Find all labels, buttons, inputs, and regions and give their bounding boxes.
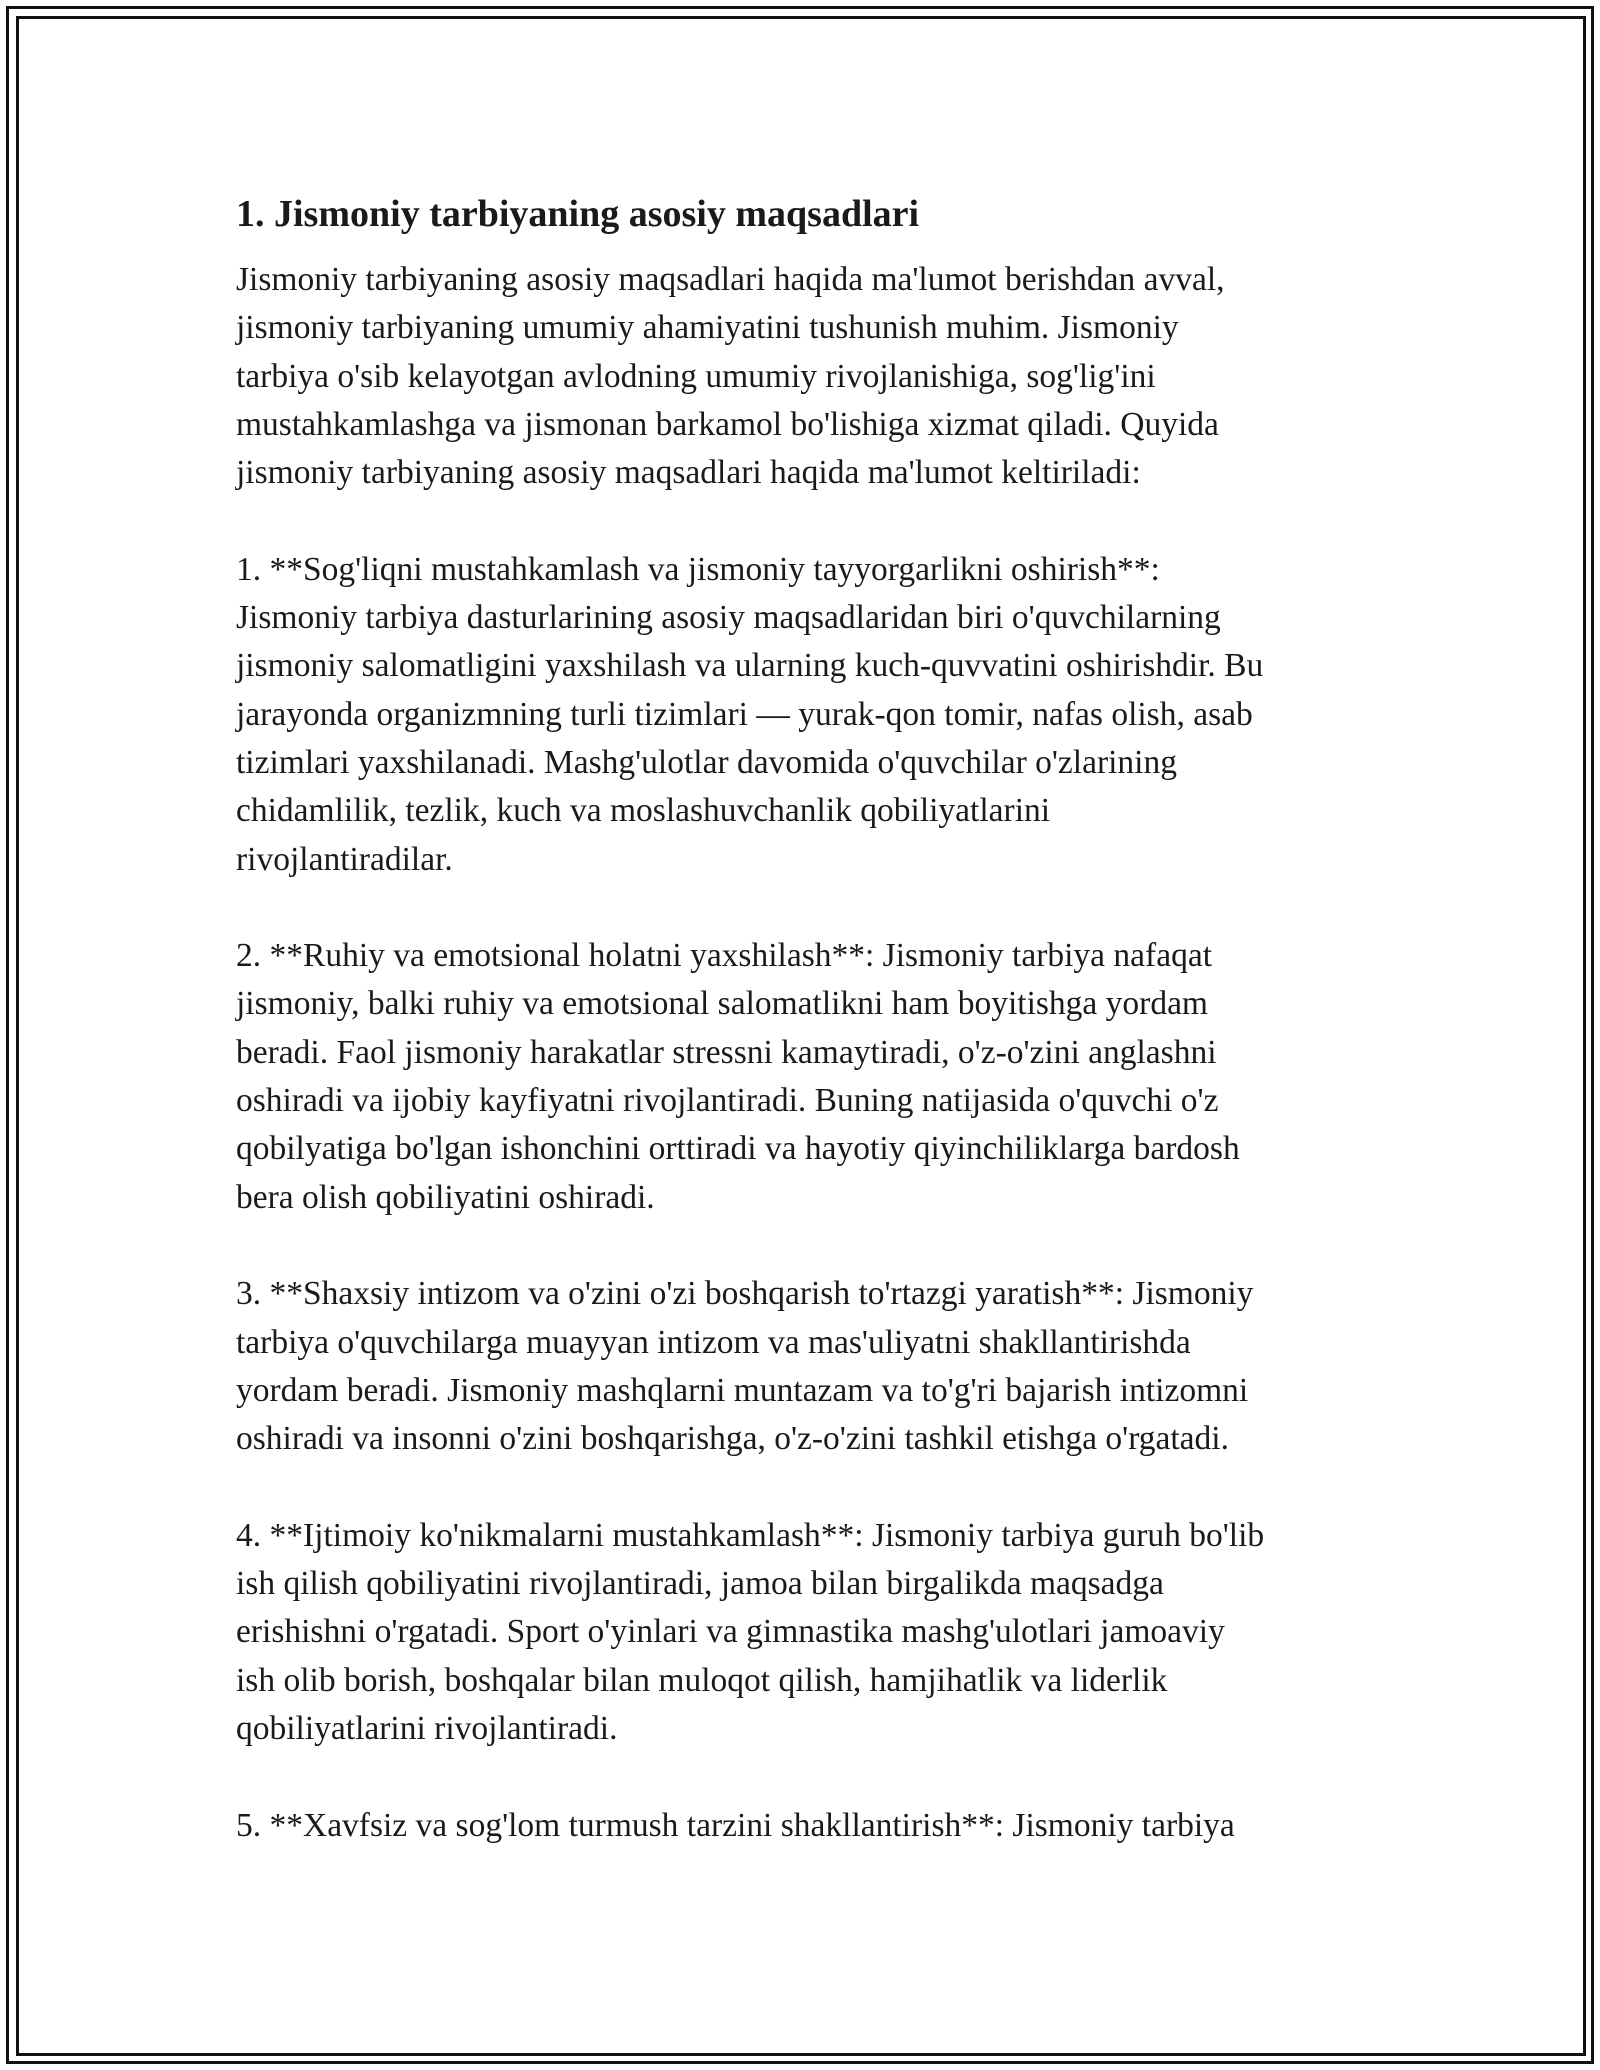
text-line: oshiradi va ijobiy kayfiyatni rivojlantiradi. Buning natijasida o'quvchi o'z xyxy=(236,1082,1219,1120)
text-line: yordam beradi. Jismoniy mashqlarni muntazam va to'g'ri bajarish intizomni xyxy=(236,1371,1249,1409)
text-line: mustahkamlashga va jismonan barkamol bo'lishiga xizmat qiladi. Quyida xyxy=(236,405,1219,443)
text-line: 2. **Ruhiy va emotsional holatni yaxshilash**: Jismoniy tarbiya nafaqat xyxy=(236,937,1212,975)
list-item-social xyxy=(236,1512,1386,1753)
text-line: tarbiya o'sib kelayotgan avlodning umumiy rivojlanishiga, sog'lig'ini xyxy=(236,357,1156,395)
text-line: tizimlari yaxshilanadi. Mashg'ulotlar davomida o'quvchilar o'zlarining xyxy=(236,743,1177,781)
text-line: 5. **Xavfsiz va sog'lom turmush tarzini shakllantirish**: Jismoniy tarbiya xyxy=(236,1806,1235,1844)
text-line: bera olish qobiliyatini oshiradi. xyxy=(236,1178,655,1216)
text-line: oshiradi va insonni o'zini boshqarishga, o'z-o'zini tashkil etishga o'rgatadi. xyxy=(236,1420,1229,1458)
section-heading: 1. Jismoniy tarbiyaning asosiy maqsadlari xyxy=(236,193,920,235)
text-line: 1. **Sog'liqni mustahkamlash va jismoniy tayyorgarlikni oshirish**: xyxy=(236,550,1160,588)
text-line: ish olib borish, boshqalar bilan muloqot qilish, hamjihatlik va liderlik xyxy=(236,1661,1168,1699)
text-line: Jismoniy tarbiyaning asosiy maqsadlari haqida ma'lumot berishdan avval, xyxy=(236,261,1225,298)
text-line: erishishni o'rgatadi. Sport o'yinlari va gimnastika mashg'ulotlari jamoaviy xyxy=(236,1613,1225,1651)
list-item-discipline xyxy=(236,1270,1386,1463)
text-line: chidamlilik, tezlik, kuch va moslashuvchanlik qobiliyatlarini xyxy=(236,792,1051,830)
text-line: qobilyatiga bo'lgan ishonchini orttiradi va hayotiy qiyinchiliklarga bardosh xyxy=(236,1130,1240,1168)
list-item-mental xyxy=(236,932,1386,1222)
list-item-health xyxy=(236,546,1386,884)
text-line: Jismoniy tarbiya dasturlarining asosiy maqsadlaridan biri o'quvchilarning xyxy=(236,599,1221,637)
text-line: jismoniy salomatligini yaxshilash va ularning kuch-quvvatini oshirishdir. Bu xyxy=(236,647,1264,685)
text-line: qobiliyatlarini rivojlantiradi. xyxy=(236,1709,618,1747)
text-line: jismoniy tarbiyaning umumiy ahamiyatini tushunish muhim. Jismoniy xyxy=(236,309,1179,347)
document-page xyxy=(236,180,1386,1898)
intro-paragraph xyxy=(236,256,1386,497)
text-line: rivojlantiradilar. xyxy=(236,840,453,878)
list-item-lifestyle xyxy=(236,1802,1386,1850)
text-line: 4. **Ijtimoiy ko'nikmalarni mustahkamlash**: Jismoniy tarbiya guruh bo'lib xyxy=(236,1516,1265,1554)
text-line: jismoniy tarbiyaning asosiy maqsadlari haqida ma'lumot keltiriladi: xyxy=(236,454,1141,492)
text-line: beradi. Faol jismoniy harakatlar stressni kamaytiradi, o'z-o'zini anglashni xyxy=(236,1033,1217,1071)
text-line: jismoniy, balki ruhiy va emotsional salomatlikni ham boyitishga yordam xyxy=(236,985,1208,1023)
text-line: ish qilish qobiliyatini rivojlantiradi, jamoa bilan birgalikda maqsadga xyxy=(236,1565,1164,1603)
text-line: 3. **Shaxsiy intizom va o'zini o'zi boshqarish to'rtazgi yaratish**: Jismoniy xyxy=(236,1275,1254,1313)
text-line: jarayonda organizmning turli tizimlari — yurak-qon tomir, nafas olish, asab xyxy=(236,695,1253,733)
text-line: tarbiya o'quvchilarga muayyan intizom va mas'uliyatni shakllantirishda xyxy=(236,1323,1191,1361)
